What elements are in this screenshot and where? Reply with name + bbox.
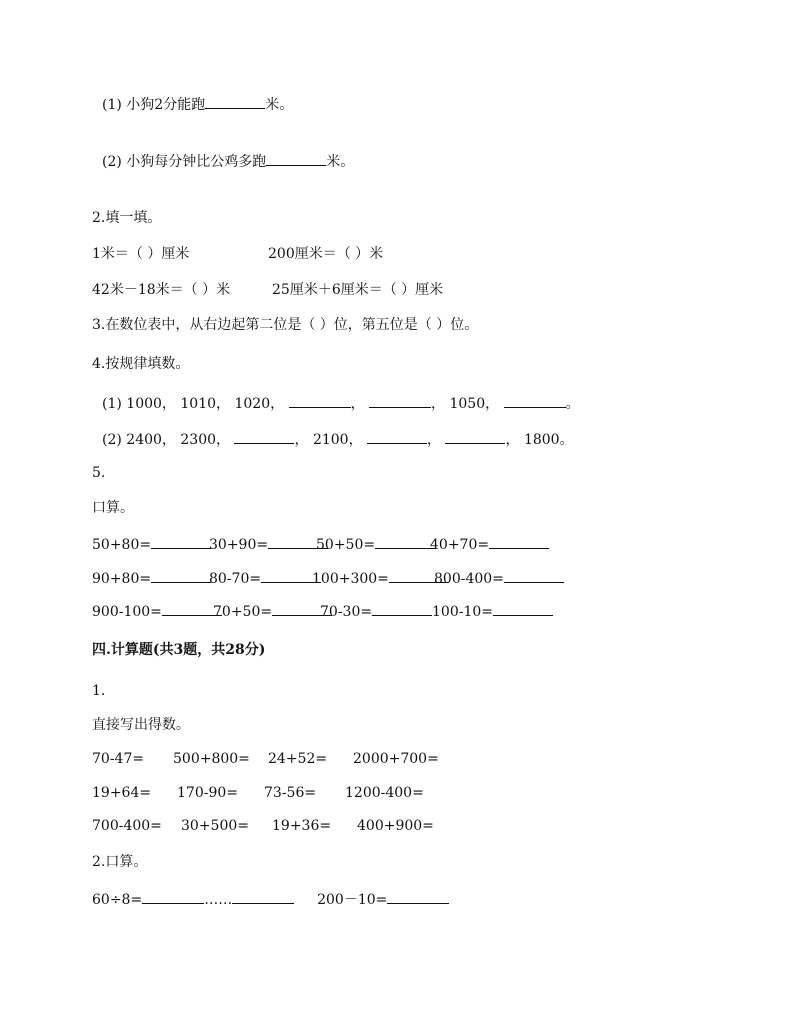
fill-item: 42米－18米＝（ ）米 xyxy=(92,282,231,298)
sub-question-label: (1) xyxy=(102,97,122,113)
answer-blank[interactable] xyxy=(387,889,449,904)
sub-question-2: (2) 小狗每分钟比公鸡多跑 米。 xyxy=(102,151,354,172)
section-4-question-1-number: 1. xyxy=(92,683,106,699)
answer-blank[interactable] xyxy=(445,429,505,444)
oral-calc-item: 800-400= xyxy=(434,568,564,587)
answer-blank[interactable] xyxy=(289,393,351,408)
fill-item: 25厘米＋6厘米＝（ ）厘米 xyxy=(272,282,444,298)
calc-item: 30+500= xyxy=(181,818,249,834)
oral-calc-item: 80-70= xyxy=(209,568,321,587)
sequence-2: (2) 2400， 2300， ， 2100， ， ， 1800。 xyxy=(102,429,574,450)
oral-calc-item: 90+80= xyxy=(92,568,211,587)
calc-item: 24+52= xyxy=(268,751,328,767)
calc-item: 700-400= xyxy=(92,818,162,834)
answer-blank[interactable] xyxy=(234,429,294,444)
sub-question-1: (1) 小狗2分能跑 米。 xyxy=(102,94,293,115)
fill-item: 200厘米＝（ ）米 xyxy=(268,246,384,262)
question-5-number: 5. xyxy=(92,465,106,481)
calc-item: 73-56= xyxy=(264,785,317,801)
oral-calc-item: 50+80= xyxy=(92,534,211,553)
calc-item: 70-47= xyxy=(92,751,145,767)
calc-item: 1200-400= xyxy=(345,785,424,801)
answer-blank[interactable] xyxy=(232,889,294,904)
remainder-dots: …… xyxy=(204,892,233,908)
question-2-title: 2.填一填。 xyxy=(92,210,162,226)
oral-calc-item: 70-30= xyxy=(320,601,432,620)
section-4-question-1-title: 直接写出得数。 xyxy=(92,717,190,733)
calc-expression: 200－10= xyxy=(317,892,388,908)
calc-item: 2000+700= xyxy=(353,751,439,767)
answer-blank[interactable] xyxy=(504,568,564,583)
answer-blank[interactable] xyxy=(504,393,566,408)
oral-calc-item: 900-100= xyxy=(92,601,222,620)
sub-question-label: (2) xyxy=(102,154,122,170)
sequence-1: (1) 1000， 1010， 1020， ， ， 1050， 。 xyxy=(102,393,580,414)
answer-blank[interactable] xyxy=(151,568,211,583)
section-4-title: 四.计算题(共3题，共28分) xyxy=(92,642,266,658)
oral-calc-item: 100+300= xyxy=(312,568,449,587)
question-3: 3.在数位表中，从右边起第二位是（ ）位，第五位是（ ）位。 xyxy=(92,317,479,333)
calc-item: 19+36= xyxy=(272,818,332,834)
question-4-title: 4.按规律填数。 xyxy=(92,356,190,372)
sub-question-text: 小狗2分能跑 xyxy=(126,97,206,113)
answer-blank[interactable] xyxy=(367,429,427,444)
oral-calc-item: 70+50= xyxy=(213,601,332,620)
answer-blank[interactable] xyxy=(489,534,549,549)
answer-blank[interactable] xyxy=(266,151,326,166)
oral-calc-item: 100-10= xyxy=(432,601,553,620)
calc-expression: 60÷8= xyxy=(92,892,143,908)
oral-calc-item: 40+70= xyxy=(430,534,549,553)
section-4-question-2-row xyxy=(92,889,449,910)
answer-blank[interactable] xyxy=(372,601,432,616)
calc-item: 400+900= xyxy=(357,818,434,834)
answer-blank[interactable] xyxy=(142,889,204,904)
calc-item: 500+800= xyxy=(173,751,250,767)
answer-blank[interactable] xyxy=(375,534,435,549)
question-5-title: 口算。 xyxy=(92,500,134,516)
answer-blank[interactable] xyxy=(369,393,431,408)
answer-blank[interactable] xyxy=(493,601,553,616)
oral-calc-item: 50+50= xyxy=(316,534,435,553)
sub-question-text: 小狗每分钟比公鸡多跑 xyxy=(126,154,267,170)
section-4-question-2-title: 2.口算。 xyxy=(92,854,148,870)
oral-calc-item: 30+90= xyxy=(209,534,328,553)
answer-blank[interactable] xyxy=(151,534,211,549)
calc-item: 170-90= xyxy=(177,785,238,801)
calc-item: 19+64= xyxy=(92,785,152,801)
answer-blank[interactable] xyxy=(205,94,265,109)
fill-item: 1米＝（ ）厘米 xyxy=(92,246,190,262)
